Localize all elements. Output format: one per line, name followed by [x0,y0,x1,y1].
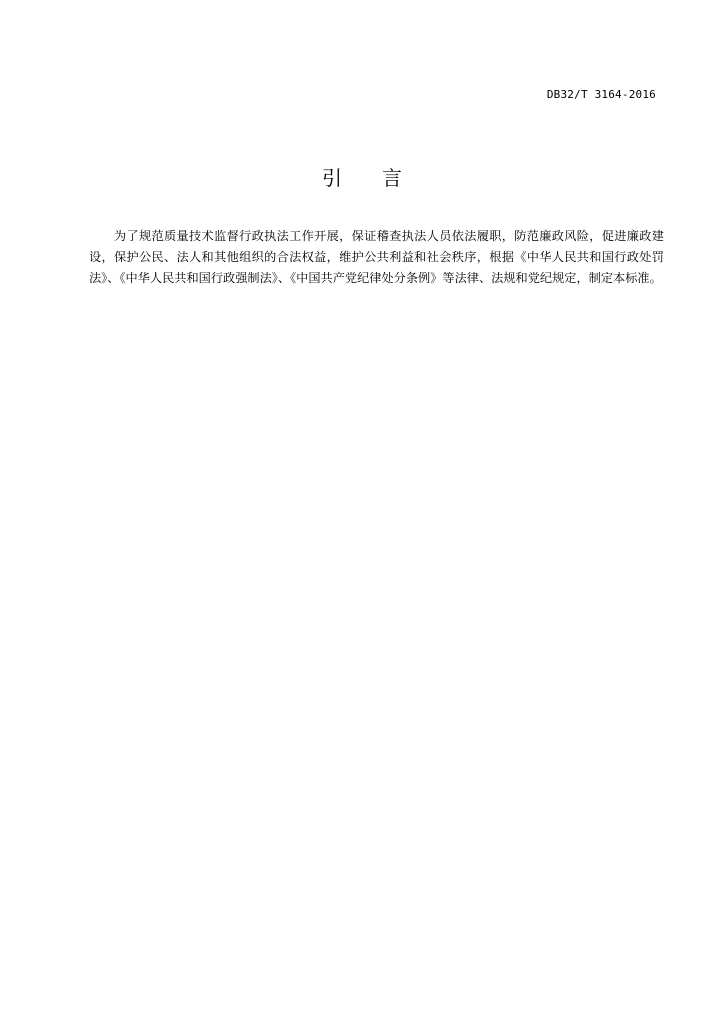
standard-number: DB32/T 3164-2016 [546,88,656,101]
page-title: 引 言 [322,166,402,190]
introduction-paragraph: 为了规范质量技术监督行政执法工作开展，保证稽查执法人员依法履职，防范廉政风险，促进廉政建设，保护公民、法人和其他组织的合法权益，维护公共利益和社会秩序，根据《中华人民共和国行政处罚法》、《中华人民共和国行政强制法》、《中国共产党纪律处分条例》等法律、法规和党纪规定，制定本标准。 [89,229,664,285]
